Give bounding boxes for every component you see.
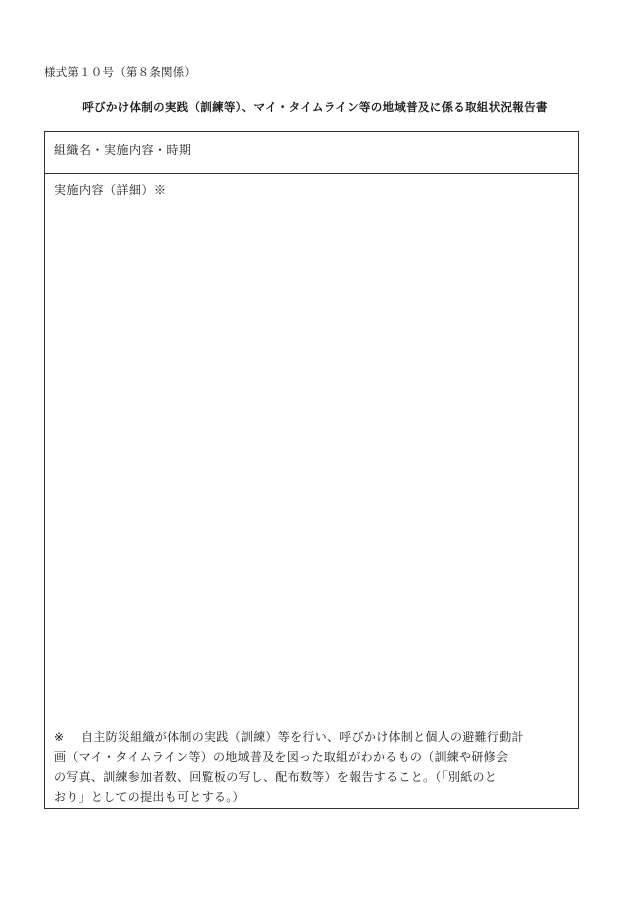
details-field-label: 実施内容（詳細）※	[54, 183, 167, 197]
footnote-line: の写真、訓練参加者数、回覧板の写し、配布数等）を報告すること。（「別紙のと	[54, 770, 498, 784]
organization-row[interactable]	[45, 132, 578, 174]
organization-field-label: 組織名・実施内容・時期	[54, 143, 192, 157]
footnote	[54, 727, 568, 807]
footnote-line: 自主防災組織が体制の実践（訓練）等を行い、呼びかけ体制と個人の避難行動計	[81, 730, 524, 744]
form-number: 様式第１０号（第８条関係）	[44, 65, 197, 79]
footnote-mark: ※	[54, 730, 65, 744]
report-form-table	[44, 131, 579, 809]
document-title: 呼びかけ体制の実践（訓練等）、マイ・タイムライン等の地域普及に係る取組状況報告書	[82, 100, 548, 114]
footnote-line: 画（マイ・タイムライン等）の地域普及を図った取組がわかるもの（訓練や研修会	[54, 750, 509, 764]
footnote-line: おり」としての提出も可とする。）	[54, 790, 245, 804]
details-row[interactable]	[45, 174, 578, 808]
